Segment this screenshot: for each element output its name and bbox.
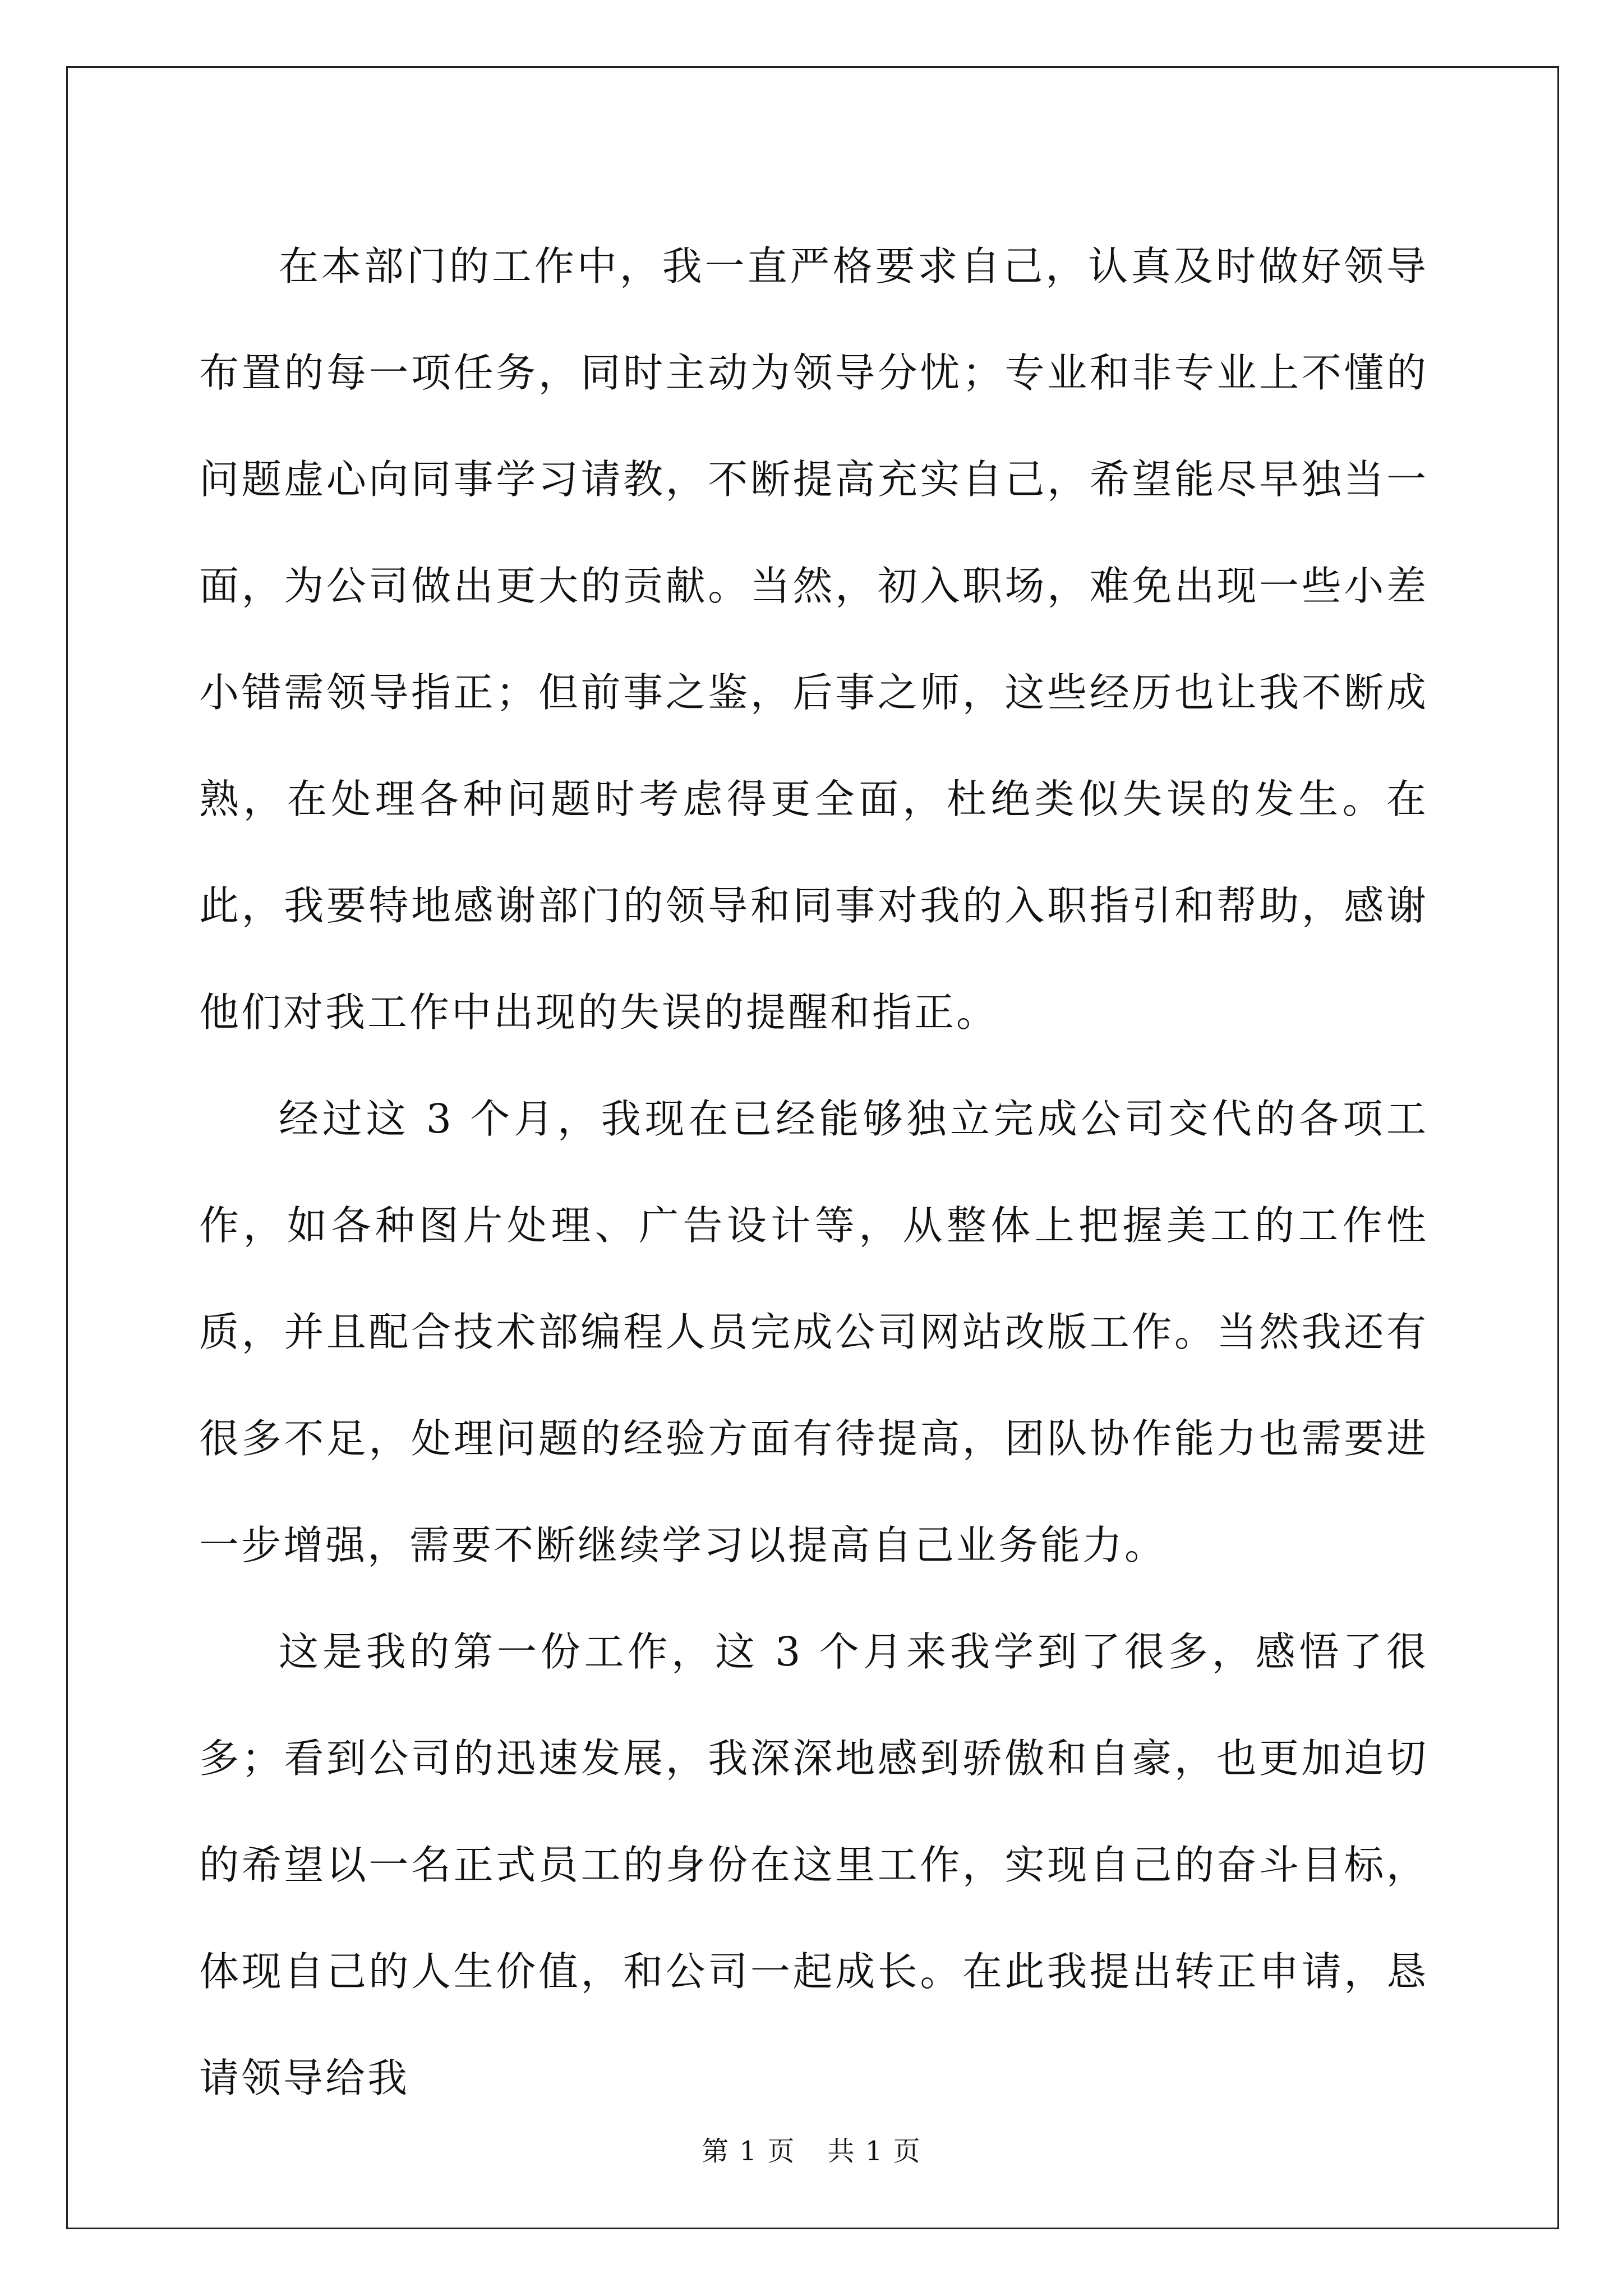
paragraph-1: 在本部门的工作中，我一直严格要求自己，认真及时做好领导布置的每一项任务，同时主动为领导分忧；专业和非专业上不懂的问题虚心向同事学习请教，不断提高充实自己，希望能尽早独当一面，为公司做出更大的贡献。当然，初入职场，难免出现一些小差小错需领导指正；但前事之鉴，后事之师，这些经历也让我不断成熟，在处理各种问题时考虑得更全面，杜绝类似失误的发生。在此，我要特地感谢部门的领导和同事对我的入职指引和帮助，感谢他们对我工作中出现的失误的提醒和指正。 xyxy=(199,243,1428,1036)
paragraph-2: 经过这 3 个月，我现在已经能够独立完成公司交代的各项工作，如各种图片处理、广告设计等，从整体上把握美工的工作性质，并且配合技术部编程人员完成公司网站改版工作。当然我还有很多不足，处理问题的经验方面有待提高，团队协作能力也需要进一步增强，需要不断继续学习以提高自己业务能力。 xyxy=(199,1096,1428,1568)
page-footer xyxy=(0,2134,1623,2168)
paragraph-3: 这是我的第一份工作，这 3 个月来我学到了很多，感悟了很多；看到公司的迅速发展，我深深地感到骄傲和自豪，也更加迫切的希望以一名正式员工的身份在这里工作，实现自己的奋斗目标，体现自己的人生价值，和公司一起成长。在此我提出转正申请，恳请领导给我 xyxy=(199,1628,1428,2101)
page-number-total: 共 1 页 xyxy=(827,2136,921,2167)
document-body xyxy=(199,213,1428,2132)
page-number-current: 第 1 页 xyxy=(702,2136,796,2167)
